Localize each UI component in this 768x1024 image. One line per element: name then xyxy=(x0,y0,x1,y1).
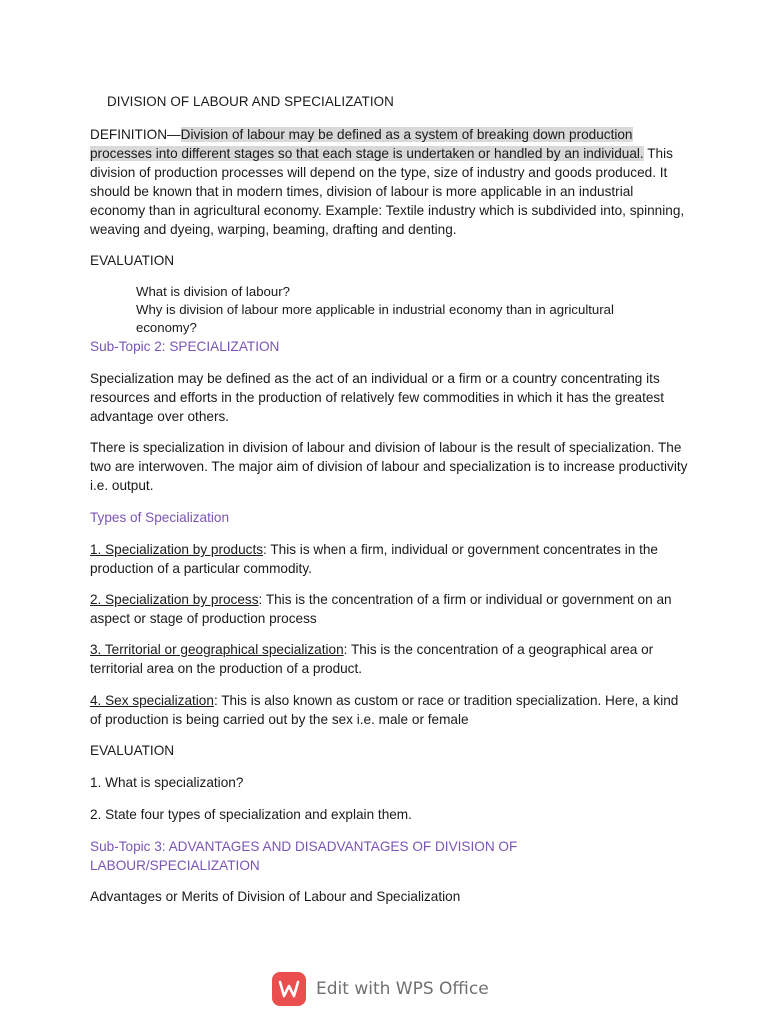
definition-label: DEFINITION— xyxy=(90,127,181,142)
advantages-heading: Advantages or Merits of Division of Labour and Specialization xyxy=(90,889,461,904)
evaluation-2-question-2: 2. State four types of specialization and explain them. xyxy=(90,807,412,822)
document-title: DIVISION OF LABOUR AND SPECIALIZATION xyxy=(107,94,394,109)
evaluation-question-1: What is division of labour? xyxy=(136,284,290,299)
type-term-4: 4. Sex specialization xyxy=(90,693,214,708)
type-item-2 xyxy=(90,590,690,628)
wps-edit-banner[interactable] xyxy=(272,971,489,1007)
types-heading: Types of Specialization xyxy=(90,510,230,525)
type-term-2: 2. Specialization by process xyxy=(90,592,259,607)
specialization-relation: There is specialization in division of labour and division of labour is the result of specialization. The two are interwoven. The major aim of division of labour and specialization is to increase productivity i.e. output. xyxy=(90,440,688,493)
wps-logo-icon xyxy=(272,972,306,1006)
type-term-3: 3. Territorial or geographical specialization xyxy=(90,642,344,657)
evaluation-question-2: Why is division of labour more applicable in industrial economy than in agricultural economy? xyxy=(136,302,614,335)
type-desc-1: : This is when a firm, individual or government concentrates in the production of a particular commodity. xyxy=(90,542,658,576)
type-term-1: 1. Specialization by products xyxy=(90,542,264,557)
type-desc-2: : This is the concentration of a firm or individual or government on an aspect or stage of production process xyxy=(90,592,672,626)
definition-rest: This division of production processes will depend on the type, size of industry and goods produced. It should be known that in modern times, division of labour is more applicable in an industrial economy than in agricultural economy. Example: Textile industry which is subdivided into, spinning, weaving and dyeing, warping, beaming, drafting and denting. xyxy=(90,146,685,237)
evaluation-2-question-1: 1. What is specialization? xyxy=(90,775,244,790)
type-item-4 xyxy=(90,691,690,729)
subtopic-3-heading: Sub-Topic 3: ADVANTAGES AND DISADVANTAGES OF DIVISION OF LABOUR/SPECIALIZATION xyxy=(90,839,518,873)
definition-highlight: Division of labour may be defined as a system of breaking down production processes into different stages so that each stage is undertaken or handled by an individual. xyxy=(90,127,644,161)
type-desc-4: : This is also known as custom or race or tradition specialization. Here, a kind of production is being carried out by the sex i.e. male or female xyxy=(90,693,679,727)
type-item-1 xyxy=(90,540,690,578)
subtopic-2-heading: Sub-Topic 2: SPECIALIZATION xyxy=(90,339,280,354)
evaluation-heading-2: EVALUATION xyxy=(90,743,175,758)
definition-paragraph xyxy=(90,125,690,239)
type-item-3 xyxy=(90,640,690,678)
evaluation-heading-1: EVALUATION xyxy=(90,253,175,268)
type-desc-3: : This is the concentration of a geographical area or territorial area on the production of a product. xyxy=(90,642,654,676)
wps-edit-label: Edit with WPS Office xyxy=(316,979,489,999)
specialization-definition: Specialization may be defined as the act of an individual or a firm or a country concentrating its resources and efforts in the production of relatively few commodities in which it has the greatest advantage over others. xyxy=(90,371,664,424)
